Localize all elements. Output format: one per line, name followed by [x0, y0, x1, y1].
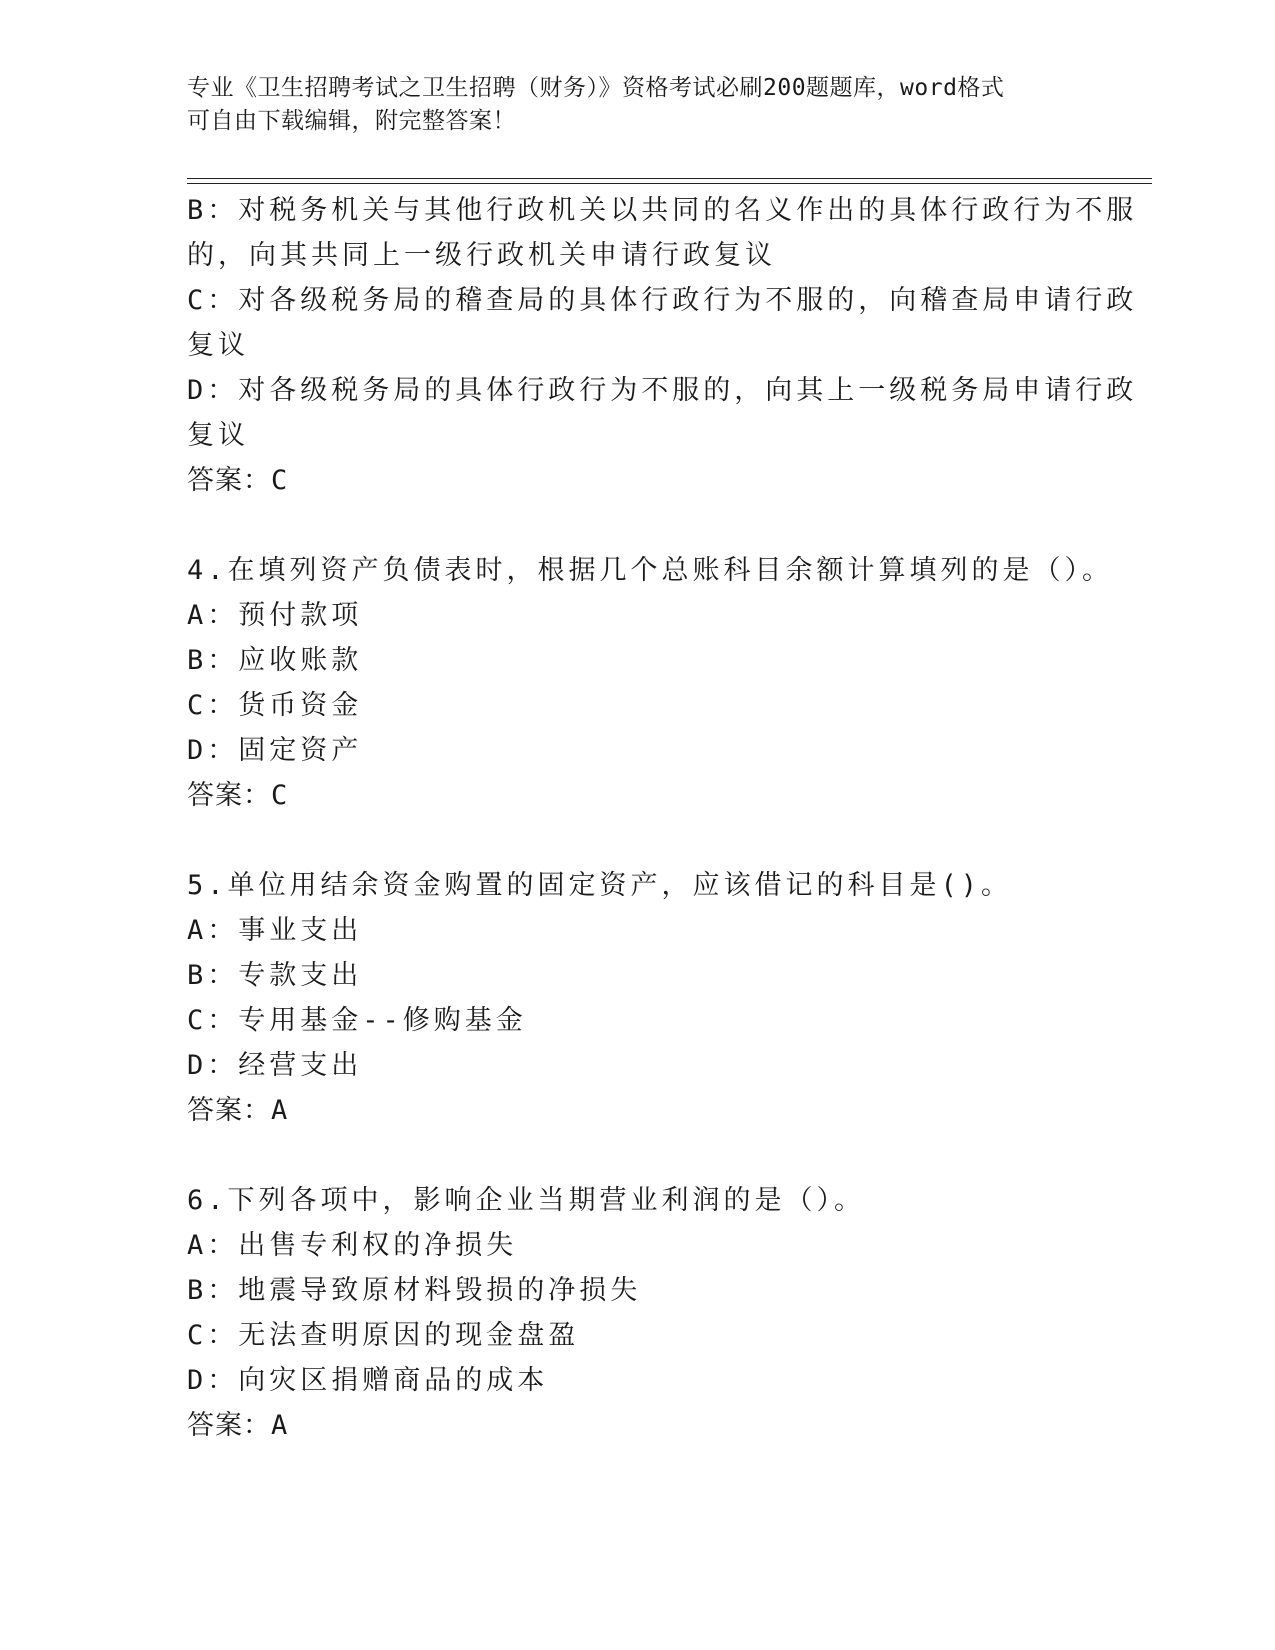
spacer	[187, 818, 1087, 863]
question-6	[187, 1178, 1087, 1448]
answer: 答案：C	[187, 780, 289, 811]
option-c: C：货币资金	[187, 690, 363, 721]
option-d: D：固定资产	[187, 735, 363, 766]
option-d: D：经营支出	[187, 1050, 363, 1081]
option-c: C：无法查明原因的现金盘盈	[187, 1320, 580, 1351]
option-c: C：专用基金--修购基金	[187, 1005, 527, 1036]
option-b: B：专款支出	[187, 960, 363, 991]
header-rule-top	[187, 178, 1152, 179]
question-list	[187, 188, 1138, 1448]
question-text: 6.下列各项中，影响企业当期营业利润的是（）。	[187, 1185, 866, 1216]
answer: 答案：A	[187, 1410, 289, 1441]
question-text: 4.在填列资产负债表时，根据几个总账科目余额计算填列的是（）。	[187, 555, 1114, 586]
option-c-line-1: C：对各级税务局的稽查局的具体行政行为不服的，向稽查局申请行政	[187, 285, 1138, 316]
option-b-line-2: 的，向其共同上一级行政机关申请行政复议	[187, 240, 776, 271]
question-5	[187, 863, 1087, 1133]
option-b-line-1: B：对税务机关与其他行政机关以共同的名义作出的具体行政行为不服	[187, 195, 1138, 226]
option-b: B：地震导致原材料毁损的净损失	[187, 1275, 642, 1306]
spacer	[187, 503, 1087, 548]
header-title-line-1: 专业《卫生招聘考试之卫生招聘（财务）》资格考试必刷200题题库，word格式	[187, 75, 1005, 101]
question-3-tail	[187, 188, 1138, 503]
option-d-line-2: 复议	[187, 420, 249, 451]
option-a: A：事业支出	[187, 915, 363, 946]
option-c-line-2: 复议	[187, 330, 249, 361]
option-a: A：出售专利权的净损失	[187, 1230, 518, 1261]
header-rule-bottom	[187, 183, 1152, 184]
question-4	[187, 548, 1114, 818]
question-text: 5.单位用结余资金购置的固定资产，应该借记的科目是()。	[187, 870, 1013, 901]
option-b: B：应收账款	[187, 645, 363, 676]
option-a: A：预付款项	[187, 600, 363, 631]
option-d-line-1: D：对各级税务局的具体行政行为不服的，向其上一级税务局申请行政	[187, 375, 1138, 406]
answer: 答案：C	[187, 465, 289, 496]
spacer	[187, 1133, 1087, 1178]
option-d: D：向灾区捐赠商品的成本	[187, 1365, 549, 1396]
document-header	[187, 72, 1087, 138]
header-title-line-2: 可自由下载编辑，附完整答案！	[187, 108, 516, 134]
answer: 答案：A	[187, 1095, 289, 1126]
